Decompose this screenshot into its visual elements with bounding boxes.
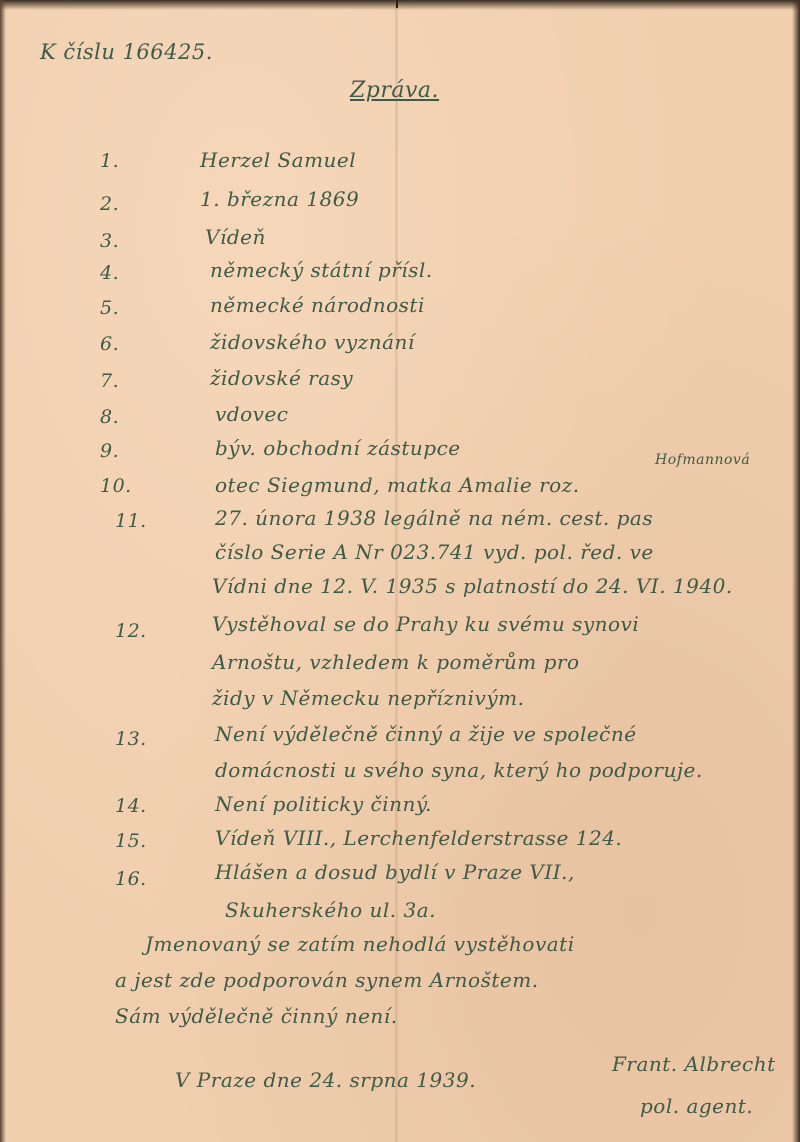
item-number-3: 3. — [100, 230, 120, 252]
signature: Frant. Albrecht — [612, 1052, 776, 1076]
item-value-arrival-line-3: Vídni dne 12. V. 1935 s platností do 24. VI. 1940. — [212, 574, 733, 598]
item-value-support-line-1: Není výdělečně činný a žije ve společné — [215, 722, 637, 746]
item-value-religion: židovského vyznání — [210, 330, 415, 354]
item-value-political-activity: Není politicky činný. — [215, 792, 432, 816]
item-value-current-address-line-2: Skuherského ul. 3a. — [225, 898, 436, 922]
item-value-name: Herzel Samuel — [200, 148, 357, 172]
page-right-edge — [792, 0, 800, 1142]
item-value-arrival-line-1: 27. února 1938 legálně na ném. cest. pas — [215, 506, 654, 530]
page-top-edge — [0, 0, 800, 10]
item-value-citizenship: německý státní přísl. — [210, 258, 433, 282]
item-number-9: 9. — [100, 440, 120, 462]
page-title: Zpráva. — [350, 78, 440, 103]
item-value-previous-address: Vídeň VIII., Lerchenfelderstrasse 124. — [215, 826, 623, 850]
item-number-11: 11. — [115, 510, 147, 532]
item-number-10: 10. — [100, 475, 132, 497]
item-number-4: 4. — [100, 262, 120, 284]
item-value-birthdate: 1. března 1869 — [200, 187, 360, 211]
reference-number: K číslu 166425. — [40, 40, 213, 64]
place-and-date: V Praze dne 24. srpna 1939. — [175, 1068, 477, 1092]
item-number-1: 1. — [100, 150, 120, 172]
signature-title: pol. agent. — [640, 1094, 754, 1118]
closing-line-3: Sám výdělečně činný není. — [115, 1004, 398, 1028]
item-number-8: 8. — [100, 406, 120, 428]
item-value-reason-line-1: Vystěhoval se do Prahy ku svému synovi — [212, 612, 640, 636]
item-value-parents: otec Siegmund, matka Amalie roz. — [215, 473, 580, 497]
item-number-7: 7. — [100, 370, 120, 392]
item-value-nationality: německé národnosti — [210, 293, 425, 317]
item-number-16: 16. — [115, 868, 147, 890]
closing-line-1: Jmenovaný se zatím nehodlá vystěhovati — [145, 932, 575, 956]
item-number-2: 2. — [100, 193, 120, 215]
item-value-occupation: býv. obchodní zástupce — [215, 436, 461, 460]
closing-line-2: a jest zde podporován synem Arnoštem. — [115, 968, 539, 992]
item-annotation-maiden-name: Hofmannová — [655, 452, 751, 468]
binding-pin — [396, 0, 398, 8]
item-value-marital-status: vdovec — [215, 402, 289, 426]
item-value-reason-line-2: Arnoštu, vzhledem k poměrům pro — [212, 650, 580, 674]
item-value-reason-line-3: židy v Německu nepříznivým. — [212, 686, 525, 710]
page-left-edge — [0, 0, 6, 1142]
item-number-14: 14. — [115, 795, 147, 817]
item-number-13: 13. — [115, 728, 147, 750]
item-number-5: 5. — [100, 297, 120, 319]
item-number-6: 6. — [100, 333, 120, 355]
item-value-arrival-line-2: číslo Serie A Nr 023.741 vyd. pol. řed. ve — [215, 540, 654, 564]
item-value-birthplace: Vídeň — [205, 225, 266, 249]
item-value-support-line-2: domácnosti u svého syna, který ho podporuje. — [215, 758, 703, 782]
item-number-12: 12. — [115, 620, 147, 642]
item-value-race: židovské rasy — [210, 366, 354, 390]
item-number-15: 15. — [115, 830, 147, 852]
item-value-current-address-line-1: Hlášen a dosud bydlí v Praze VII., — [215, 860, 575, 884]
